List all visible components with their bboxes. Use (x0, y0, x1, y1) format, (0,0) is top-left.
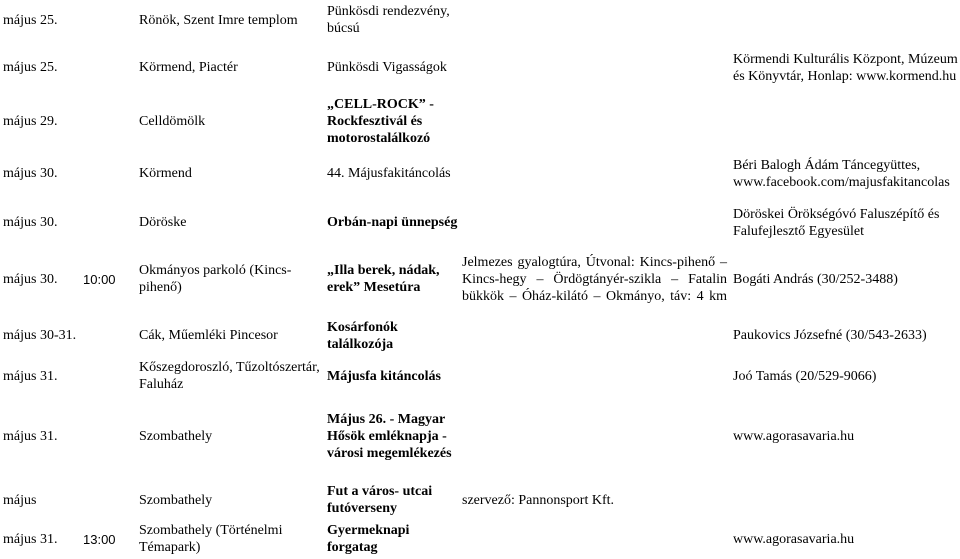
table-row (0, 200, 960, 245)
table-row (0, 480, 960, 520)
date-cell: május 31. (3, 368, 58, 384)
place-cell: Döröske (139, 215, 187, 230)
date-cell: május 30-31. (3, 328, 77, 343)
event-cell: Kosárfonók találkozója (327, 319, 398, 352)
event-cell: Orbán-napi ünnepség (327, 215, 458, 230)
contact-cell: Körmendi Kulturális Központ, Múzeum és Könyvtár, Honlap: www.kormend.hu (733, 51, 958, 84)
contact-cell: Döröskei Örökségóvó Faluszépítő és Falufejlesztő Egyesület (733, 206, 940, 239)
table-row (0, 313, 960, 358)
place-cell: Okmányos parkoló (Kincs-pihenő) (139, 263, 292, 295)
event-cell: „Illa berek, nádak, erek” Mesetúra (327, 263, 440, 295)
date-cell: május 29. (3, 113, 58, 129)
table-row (0, 147, 960, 200)
date-cell: május 30. (3, 166, 58, 181)
contact-cell: www.agorasavaria.hu (733, 531, 855, 547)
place-cell: Cák, Műemléki Pincesor (139, 328, 278, 343)
date-cell: május (3, 492, 37, 508)
date-cell: május 25. (3, 60, 58, 75)
event-cell: 44. Májusfakitáncolás (327, 166, 451, 181)
table-row (0, 0, 960, 40)
event-cell: „CELL-ROCK” - Rockfesztivál és motorostalálkozó (327, 96, 434, 146)
event-cell: Májusfa kitáncolás (327, 368, 441, 384)
table-row (0, 245, 960, 313)
table-row (0, 95, 960, 147)
place-cell: Szombathely (139, 428, 213, 444)
event-cell: Gyermeknapi forgatag (327, 523, 410, 555)
table-row (0, 519, 960, 559)
contact-cell: www.agorasavaria.hu (733, 428, 855, 444)
place-cell: Kőszegdoroszló, Tűzoltószertár, Faluház (139, 360, 320, 392)
event-cell: Pünkösdi Vigasságok (327, 60, 447, 75)
date-cell: május 31. (3, 531, 58, 547)
event-cell: Pünkösdi rendezvény, búcsú (327, 4, 450, 36)
date-cell: május 30. (3, 271, 58, 287)
date-cell: május 31. (3, 428, 58, 444)
time-cell: 13:00 (83, 531, 116, 547)
contact-cell: Béri Balogh Ádám Táncegyüttes, www.facebook.com/majusfakitancolas (733, 157, 950, 190)
description-cell: Jelmezes gyalogtúra, Útvonal: Kincs-pihenő – Kincs-hegy – Ördögtányér-szikla – Fatalin bükkök – Óház-kilátó – Okmányo, táv: 4 km (462, 254, 727, 304)
place-cell: Celldömölk (139, 113, 206, 129)
time-cell: 10:00 (83, 271, 116, 287)
table-row (0, 358, 960, 394)
date-cell: május 25. (3, 12, 58, 28)
table-row (0, 404, 960, 468)
place-cell: Körmend (139, 166, 192, 181)
date-cell: május 30. (3, 215, 58, 230)
place-cell: Rönök, Szent Imre templom (139, 12, 298, 28)
place-cell: Körmend, Piactér (139, 60, 238, 75)
contact-cell: Joó Tamás (20/529-9066) (733, 368, 877, 384)
place-cell: Szombathely (Történelmi Témapark) (139, 523, 283, 555)
table-row (0, 40, 960, 95)
contact-cell: Paukovics Józsefné (30/543-2633) (733, 328, 927, 343)
event-cell: Fut a város- utcai futóverseny (327, 484, 433, 516)
event-cell: Május 26. - Magyar Hősök emléknapja - városi megemlékezés (327, 411, 452, 461)
description-cell: szervező: Pannonsport Kft. (462, 492, 615, 508)
place-cell: Szombathely (139, 492, 213, 508)
contact-cell: Bogáti András (30/252-3488) (733, 271, 898, 287)
